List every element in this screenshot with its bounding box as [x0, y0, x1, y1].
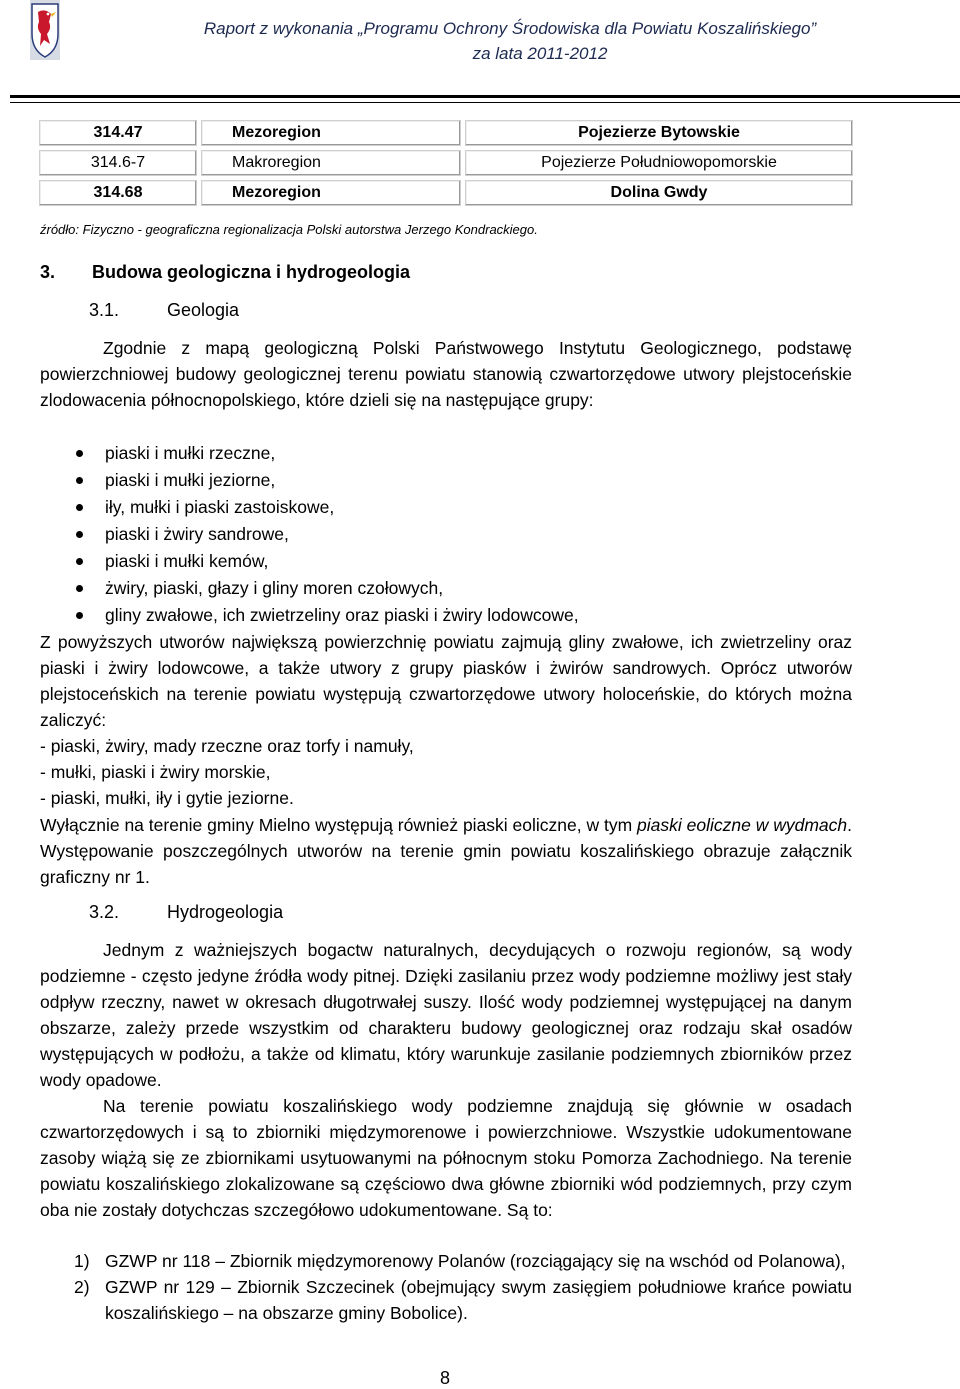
subsection-title: Geologia [167, 300, 240, 320]
subsection-heading-geology [89, 300, 239, 321]
bullet-icon [76, 450, 83, 457]
bullet-icon [76, 558, 83, 565]
table-source: źródło: Fizyczno - geograficzna regionalizacja Polski autorstwa Jerzego Kondrackiego. [40, 222, 538, 237]
region-code: 314.68 [39, 180, 197, 206]
coat-of-arms-icon [30, 0, 60, 60]
header-title: Raport z wykonania „Programu Ochrony Środowiska dla Powiatu Koszalińskiego” [203, 19, 817, 38]
region-type: Makroregion [201, 150, 461, 176]
subsection-number: 3.2. [89, 902, 120, 922]
list-item: 2) GZWP nr 129 – Zbiornik Szczecinek (obejmujący swym zasięgiem południowe krańce powiatu koszalińskiego – na obszarze gminy Bobolice). [40, 1274, 852, 1326]
table-row [39, 150, 853, 176]
emphasis: piaski eoliczne w wydmach [637, 815, 848, 835]
list-item: piaski i mułki kemów, [40, 548, 852, 575]
list-item: piaski i mułki jeziorne, [40, 467, 852, 494]
list-item: gliny zwałowe, ich zwietrzeliny oraz piaski i żwiry lodowcowe, [40, 602, 852, 629]
hydrogeology-paragraph-1: Jednym z ważniejszych bogactw naturalnych, decydujących o rozwoju regionów, są wody podziemne - często jedyne źródła wody pitnej. Dzięki zasilaniu przez wody podziemne możliwy jest stały odpływ rzeczny, nawet w okresach długotrwałej suszy. Ilość wody podziemnej występującej na danym obszarze, zależy przede wszystkim od charakteru budowy geologicznej oraz rodzaju skał osadów występujących w podłożu, a także od klimatu, który warunkuje zasilanie podziemnych zbiorników przez wody opadowe. [40, 940, 852, 1090]
bullet-icon [76, 531, 83, 538]
geology-final-paragraph: Wyłącznie na terenie gminy Mielno występują również piaski eoliczne, w tym piaski eoliczne w wydmach. Występowanie poszczególnych utworów na terenie gmin powiatu koszalińskiego obrazuje załącznik graficzny nr 1. [40, 815, 853, 887]
geology-intro-paragraph: Zgodnie z mapą geologiczną Polski Państwowego Instytutu Geologicznego, podstawę powierzchniowej budowy geologicznej terenu powiatu stanowią czwartorzędowe utwory plejstoceńskie zlodowacenia północnopolskiego, które dzieli się na następujące grupy: [40, 338, 852, 410]
bullet-icon [76, 612, 83, 619]
list-item: piaski i żwiry sandrowe, [40, 521, 852, 548]
subsection-title: Hydrogeologia [167, 902, 284, 922]
hydrogeology-paragraph-2: Na terenie powiatu koszalińskiego wody podziemne znajdują się głównie w osadach czwartorzędowych i są to zbiorniki międzymorenowe i powierzchniowe. Wszystkie udokumentowane zasoby wiążą się ze zbiornikami usytuowanymi na północnym stoku Pomorza Zachodniego. Na terenie powiatu koszalińskiego zlokalizowane są częściowo dwa główne zbiorniki wód podziemnych, przy czym oba nie zostały dotychczas szczegółowo udokumentowane. Są to: [40, 1096, 852, 1220]
list-item: żwiry, piaski, głazy i gliny moren czołowych, [40, 575, 852, 602]
geology-dash-list [40, 733, 852, 811]
table-row [39, 180, 853, 206]
region-type: Mezoregion [201, 120, 461, 146]
geology-body-paragraph: Z powyższych utworów największą powierzchnię powiatu zajmują gliny zwałowe, ich zwietrzeliny oraz piaski i żwiry lodowcowe, a także utwory z grupy piasków i żwirów sandrowych. Oprócz utworów plejstoceńskich na terenie powiatu występują czwartorzędowe utwory holoceńskie, do których można zaliczyć: [40, 632, 852, 730]
list-item: - mułki, piaski i żwiry morskie, [40, 762, 271, 782]
header-period: za lata 2011-2012 [472, 44, 608, 63]
region-type: Mezoregion [201, 180, 461, 206]
list-item: iły, mułki i piaski zastoiskowe, [40, 494, 852, 521]
page-number: 8 [439, 1368, 450, 1388]
list-number: 1) [74, 1251, 90, 1271]
table-row [39, 120, 853, 146]
section-number: 3. [40, 262, 56, 282]
list-item: 1) GZWP nr 118 – Zbiornik międzymorenowy Polanów (rozciągający się na wschód od Polanowa), [40, 1248, 852, 1274]
section-heading [40, 262, 410, 283]
list-item: - piaski, mułki, iły i gytie jeziorne. [40, 788, 294, 808]
geology-bullet-list [40, 440, 852, 629]
region-name: Dolina Gwdy [465, 180, 853, 206]
aquifer-list [40, 1248, 852, 1326]
regions-table [35, 116, 857, 210]
header-rule [10, 95, 960, 103]
list-number: 2) [74, 1277, 90, 1297]
list-item: - piaski, żwiry, mady rzeczne oraz torfy i namuły, [40, 736, 414, 756]
subsection-heading-hydrogeology [89, 902, 283, 923]
page-header [0, 0, 960, 100]
region-name: Pojezierze Bytowskie [465, 120, 853, 146]
bullet-icon [76, 504, 83, 511]
list-item: piaski i mułki rzeczne, [40, 440, 852, 467]
region-code: 314.6-7 [39, 150, 197, 176]
bullet-icon [76, 585, 83, 592]
subsection-number: 3.1. [89, 300, 120, 320]
section-title: Budowa geologiczna i hydrogeologia [92, 262, 411, 282]
region-code: 314.47 [39, 120, 197, 146]
bullet-icon [76, 477, 83, 484]
region-name: Pojezierze Południowopomorskie [465, 150, 853, 176]
